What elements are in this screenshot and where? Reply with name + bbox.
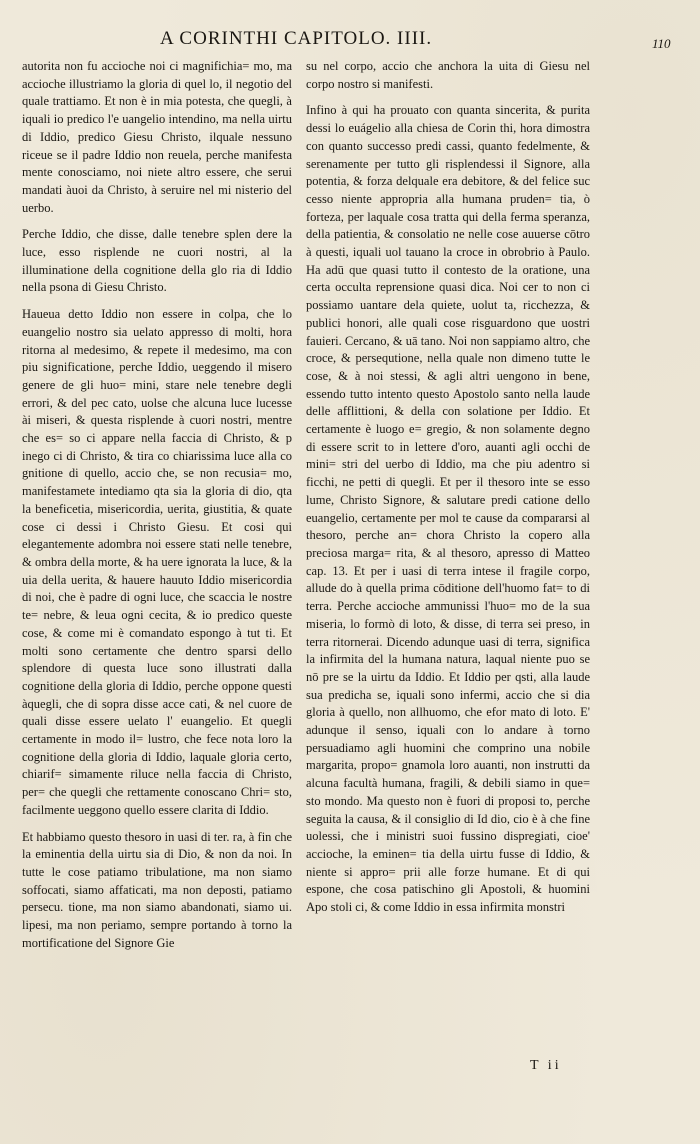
signature-mark: T ii [530, 1058, 562, 1073]
paragraph: Infino à qui ha prouato con quanta sincerita, & purita dessi lo euágelio alla chiesa de Corin thi, hora dimostra con quanto successo predi cassi, quanto fedelmente, & serenamente per tutto gli risplendessi il Signore, alla potentia, & forza delquale era debitore, & del felice suc cesso niente appropria alla humana pruden= tia, ò forteza, per laquale cosa tratta qui della ferma speranza, della patientia, & consolatio ne nelle cose auuerse cōtro à questi, iquali uol tauano la croce in obrobrio à Paulo. Ha adū que quasi tutto il contesto de la oratione, una certa occulta reprensione quasi dica. Noi cer to non ci possiamo uantare dela quiete, uolut ta, ricchezza, & publici honori, alle quali cose risguardono que uostri fauieri. Cercano, & uā tano. Noi non sappiamo altro, che croce, & persequtione, nella quale non dimeno tutte le cose, & à noi stessi, & agli altri uengono in bene, essendo tutto intento questo Apostolo santo nella laude delle afflittioni, & della con solatione per Iddio. Et certamente è luogo e= gregio, & non solamente degno di essere scrit to in lettere d'oro, auanti agli occhi de mini= stri del uerbo di Iddio, ma che piu adentro si ficchi, ne petti di quegli. Et per il thesoro inte se esso lume, Christo Signore, & salutare predi catione dello euangelio, certamente per mol te cause da compararsi al thesoro, perche an= chora Christo la copero alla preciosa marga= rita, & al thesoro, apresso di Matteo cap. 13. Et per i uasi di terra intese il fragile corpo, allude do à quella prima cōditione dell'huomo fat= to di terra. Perche accioche ammunissi l'huo= mo de la sua miseria, lo formò di loto, & disse, di terra sei preso, in terra ritornerai. Dicendo adunque uasi di terra, significa la infirmita del la humana natura, laqual niente puo se nō pre se la uirtu da Iddio. Et Iddio per qsti, alla laude sua predicha se, iquali sono infermi, accio che si dia gloria à quello, non allhuomo, che efor mato di loto. E' adunque il senso, iquali con lo andare à torno persuadiamo agli huomini che comprino una nobile margarita, propo= gnamola loro auanti, non instrutti da alcuna facultà humana, fragili, & debili siamo in que= sto mondo. Ma questo non è fuori di proposi to, perche seguita la causa, & il consiglio di Id dio, cio è à che fine uolessi, che i ministri suoi fussino dispregiati, cioe' accioche, la eminen= tia della uirtu fusse di Iddio, & niente si appro= prii alle forze humane. Et di qui espone, che cosa patischino gli Apostoli, & huomini Apo stoli ci, & come Iddio in essa infirmita monstri [306, 103, 590, 915]
running-title: A CORINTHI CAPITOLO. IIII. [160, 28, 433, 49]
right-column [306, 58, 590, 926]
paragraph: Et habbiamo questo thesoro in uasi di ter. ra, à fin che la eminentia della uirtu sia di Dio, & non da noi. In tutte le cose patiamo tribulatione, ma non siamo soffocati, siamo affaticati, ma non deposti, patiamo persecu. tione, ma non siamo abandonati, siamo ui. lipesi, ma non periamo, sempre portando à torno la mortificatione del Signore Gie [22, 829, 292, 950]
left-column [22, 58, 292, 961]
folio-number: 110 [652, 36, 671, 51]
paragraph: autorita non fu accioche noi ci magnifichia= mo, ma accioche illustriamo la gloria di quel lo, il negotio del quale trattiamo. Et non è in mia potesta, che quegli, à iquali io predico l'e uangelio intendino, ma nella uirtu di Iddio, predico Giesu Christo, ilquale nessuno riceue se il padre Iddio non reuela, perche manifesta mente conosciamo, noi niete altro essere, che serui mandati àuoi da Christo, à seruire nel mi nisterio del uerbo. [22, 59, 292, 215]
paragraph: Haueua detto Iddio non essere in colpa, che lo euangelio nostro sia uelato appresso di molti, hora ritorna al medesimo, & repete il medesimo, ma con piu significatione, perche Iddio, ueggendo il misero genere de gli huo= mini, stare nele tenebre degli errori, & del pec cato, uolse che alcuna luce lucesse ài miseri, & questa risplende à cuori nostri, mentre che es= so ci appare nella faccia di Christo, & p inego ci di Christo, & tira co chiarissima luce alla co gnitione di quello, accio che, se non recusia= mo, manifestamete intediamo qta sia la gloria di dio, qta la beneficetia, misericordia, uerita, giustitia, & quate cose ci dessi i Christo Giesu. Et cosi qui elegantemente adombra noi essere stati nelle tenebre, & ombra della morte, & ha uere ignorata la luce, & la uia della uerita, & hauere hauuto Iddio misericordia di noi, che è padre di ogni luce, che scaccia le nostre te= nebre, & leua ogni cecita, & io predico queste cose, & come mi è comandato espongo à tut ti. Et molti sono certamente che dentro sparsi dello splendore di questa luce sono illustrati dalla cognitione della gloria di Iddio, perche oppone questi àquegli, che di sopra disse acce cati, & nel cuore de quali disse essere uelato l' euangelio. Et quegli certamente in modo il= lustro, che fece nota loro la cognitione della gloria di Iddio, laquale gloria certo, chiarif= simamente riluce nella faccia di Christo, per= che quegli che rettamente conoscano Chri= sto, facilmente ueggono quello essere clarita di Iddio. [22, 307, 292, 817]
paragraph: su nel corpo, accio che anchora la uita di Giesu nel corpo nostro si manifesti. [306, 59, 590, 91]
paragraph: Perche Iddio, che disse, dalle tenebre splen dere la luce, esso risplende ne cuori nostri, al la illuminatione della cognitione della glo ria di Iddio nella psona di Giesu Christo. [22, 227, 292, 295]
